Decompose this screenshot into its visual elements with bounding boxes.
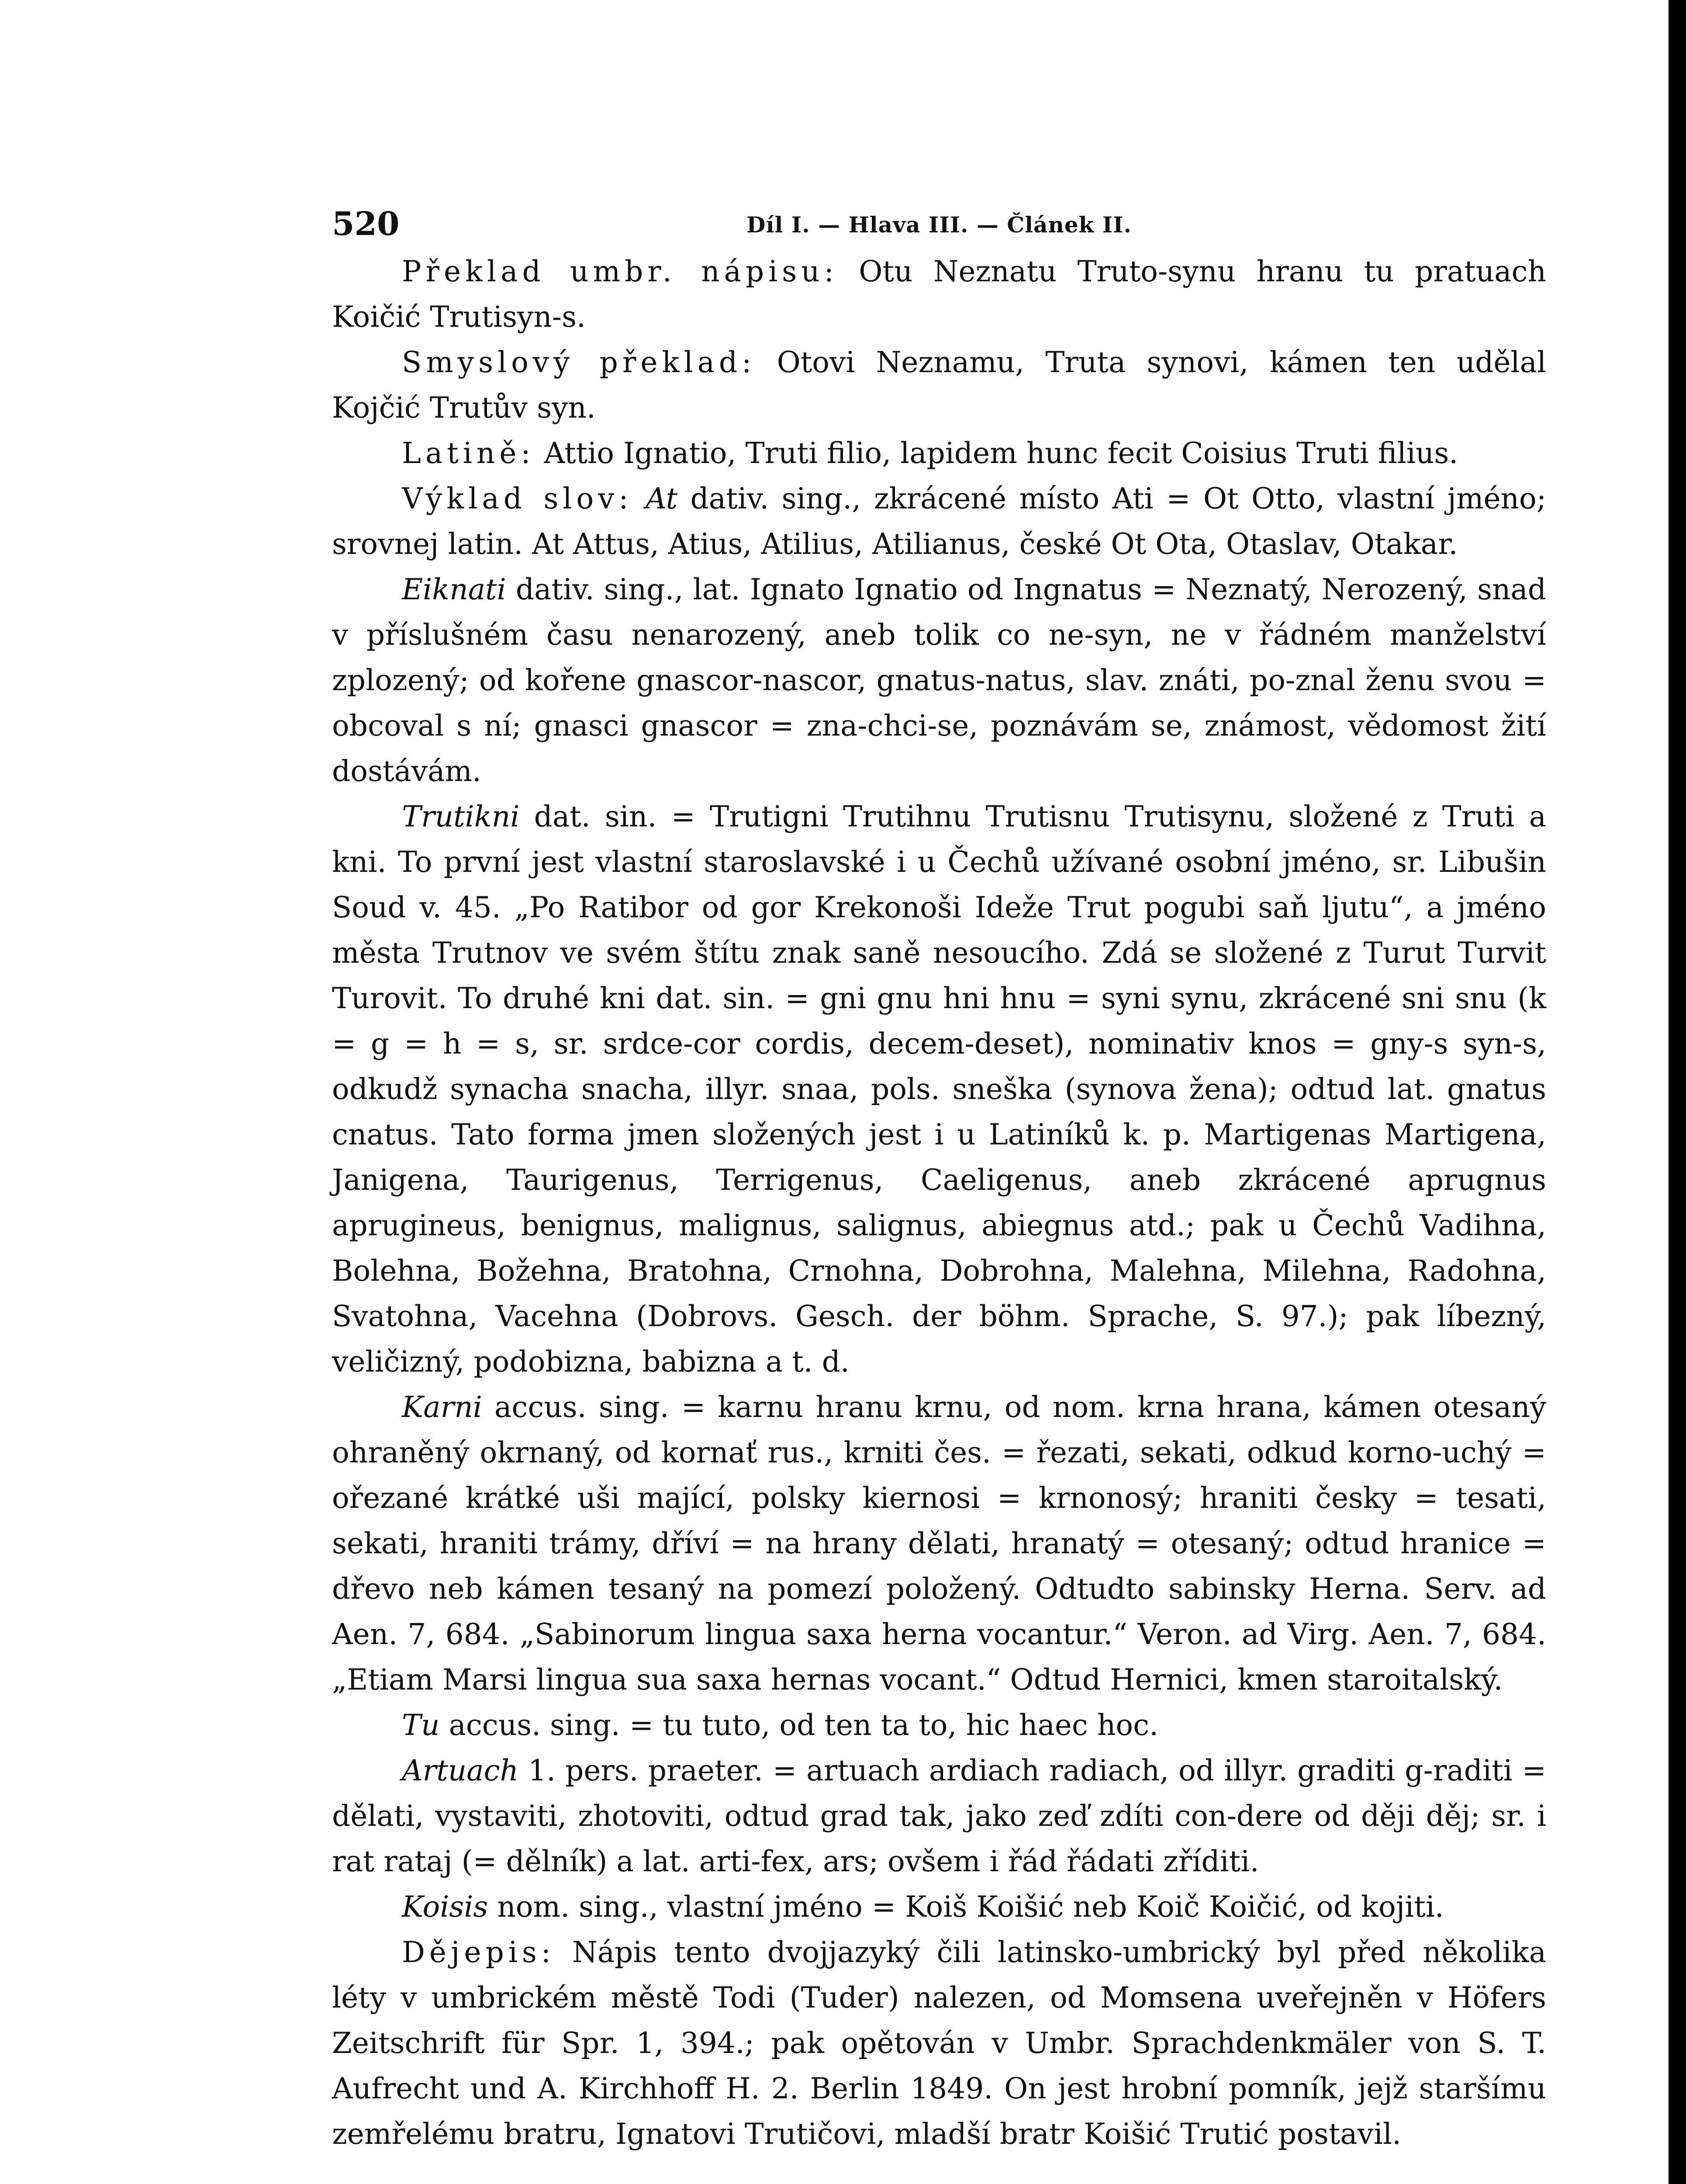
paragraph-label: Dějepis: [402, 1935, 555, 1969]
paragraph-label: Smyslový překlad: [402, 346, 756, 379]
paragraph-sense-translation [332, 340, 1546, 431]
paragraph-term: Tu [402, 1708, 440, 1742]
paragraph-artuach [332, 1748, 1546, 1884]
paragraph-text: accus. sing. = karnu hranu krnu, od nom. krna hrana, kámen otesaný ohraněný okrnaný, od kornať rus., krniti čes. = řezati, sekati, odkud korno-uchý = ořezané krátké uši mající, polsky kiernosi = krnonosý; hraniti česky = tesati, sekati, hraniti trámy, dříví = na hrany dělati, hranatý = otesaný; odtud hranice = dřevo neb kámen tesaný na pomezí položený. Odtudto sabinsky Herna. Serv. ad Aen. 7, 684. „Sabinorum lingua saxa herna vocantur.“ Veron. ad Virg. Aen. 7, 684. „Etiam Marsi lingua sua saxa hernas vocant.“ Odtud Hernici, kmen staroitalský. [332, 1390, 1546, 1697]
paragraph-tu [332, 1703, 1546, 1748]
paragraph-koisis [332, 1884, 1546, 1930]
paragraph-history [332, 1930, 1546, 2157]
running-title: Díl I. — Hlava III. — Článek II. [746, 212, 1132, 238]
paragraph-text: Attio Ignatio, Truti filio, lapidem hunc fecit Coisius Truti filius. [535, 436, 1458, 470]
paragraph-text: 1. pers. praeter. = artuach ardiach radiach, od illyr. graditi g-raditi = dělati, vystaviti, zhotoviti, odtud grad tak, jako zeď zdíti con-dere od ději děj; sr. i rat rataj (= dělník) a lat. arti-fex, ars; ovšem i řád řádati zříditi. [332, 1754, 1546, 1878]
paragraph-term: Karni [402, 1390, 482, 1424]
paragraph-term: Eiknati [402, 573, 506, 606]
paragraph-term: Koisis [402, 1890, 488, 1924]
paragraph-trutikni [332, 794, 1546, 1385]
body-text [332, 249, 1546, 2157]
paragraph-label: Výklad slov: [402, 482, 633, 515]
paragraph-label: Překlad umbr. nápisu: [402, 255, 838, 288]
document-page [332, 192, 1546, 2157]
page-edge-border [1669, 0, 1686, 2184]
paragraph-word-explanation [332, 476, 1546, 567]
paragraph-text: dat. sin. = Trutigni Trutihnu Trutisnu Trutisynu, složené z Truti a kni. To první jest vlastní staroslavské i u Čechů užívané osobní jméno, sr. Libušin Soud v. 45. „Po Ratibor od gor Krekonoši Ideže Trut pogubi saň ljutu“, a jméno města Trutnov ve svém štítu znak saně nesoucího. Zdá se složené z Turut Turvit Turovit. To druhé kni dat. sin. = gni gnu hni hnu = syni synu, zkrácené sni snu (k = g = h = s, sr. srdce-cor cordis, decem-deset), nominativ knos = gny-s syn-s, odkudž synacha snacha, illyr. snaa, pols. sneška (synova žena); odtud lat. gnatus cnatus. Tato forma jmen složených jest i u Latiníků k. p. Martigenas Martigena, Janigena, Taurigenus, Terrigenus, Caeligenus, aneb zkrácené aprugnus aprugineus, benignus, malignus, salignus, abiegnus atd.; pak u Čechů Vadihna, Bolehna, Božehna, Bratohna, Crnohna, Dobrohna, Malehna, Milehna, Radohna, Svatohna, Vacehna (Dobrovs. Gesch. der böhm. Sprache, S. 97.); pak líbezný, veličizný, podobizna, babizna a t. d. [332, 800, 1546, 1379]
paragraph-text: accus. sing. = tu tuto, od ten ta to, hic haec hoc. [439, 1708, 1159, 1742]
paragraph-term: Trutikni [402, 800, 520, 833]
paragraph-text: Otu Neznatu Truto-synu hranu tu pratuach Koičić Trutisyn-s. [332, 255, 1546, 334]
paragraph-term: Artuach [402, 1754, 519, 1787]
paragraph-term: At [646, 482, 678, 515]
paragraph-text: Nápis tento dvojjazyký čili latinsko-umbrický byl před několika léty v umbrickém městě Todi (Tuder) nalezen, od Momsena uveřejněn v Höfers Zeitschrift für Spr. 1, 394.; pak opětován v Umbr. Sprachdenkmäler von S. T. Aufrecht und A. Kirchhoff H. 2. Berlin 1849. On jest hrobní pomník, jejž staršímu zemřelému bratru, Ignatovi Trutičovi, mladší bratr Koišić Trutić postavil. [332, 1935, 1546, 2151]
paragraph-karni [332, 1385, 1546, 1703]
paragraph-text: dativ. sing., zkrácené místo Ati = Ot Otto, vlastní jméno; srovnej latin. At Attus, Atius, Atilius, Atilianus, české Ot Ota, Otaslav, Otakar. [332, 482, 1546, 561]
paragraph-text: dativ. sing., lat. Ignato Ignatio od Ingnatus = Neznatý, Nerozený, snad v příslušném času nenarozený, aneb tolik co ne-syn, ne v řádném manželství zplozený; od kořene gnascor-nascor, gnatus-natus, slav. znáti, po-znal ženu svou = obcoval s ní; gnasci gnascor = zna-chci-se, poznávám se, známost, vědomost žití dostávám. [332, 573, 1546, 788]
page-header [332, 192, 1546, 249]
paragraph-eiknati [332, 567, 1546, 794]
paragraph-text: nom. sing., vlastní jméno = Koiš Koišić neb Koič Koičić, od kojiti. [488, 1890, 1444, 1924]
paragraph-label: Latině: [402, 436, 535, 470]
paragraph-text: Otovi Neznamu, Truta synovi, kámen ten udělal Kojčić Trutův syn. [332, 346, 1546, 425]
paragraph-latin [332, 431, 1546, 476]
page-number: 520 [332, 205, 400, 243]
paragraph-translation [332, 249, 1546, 340]
